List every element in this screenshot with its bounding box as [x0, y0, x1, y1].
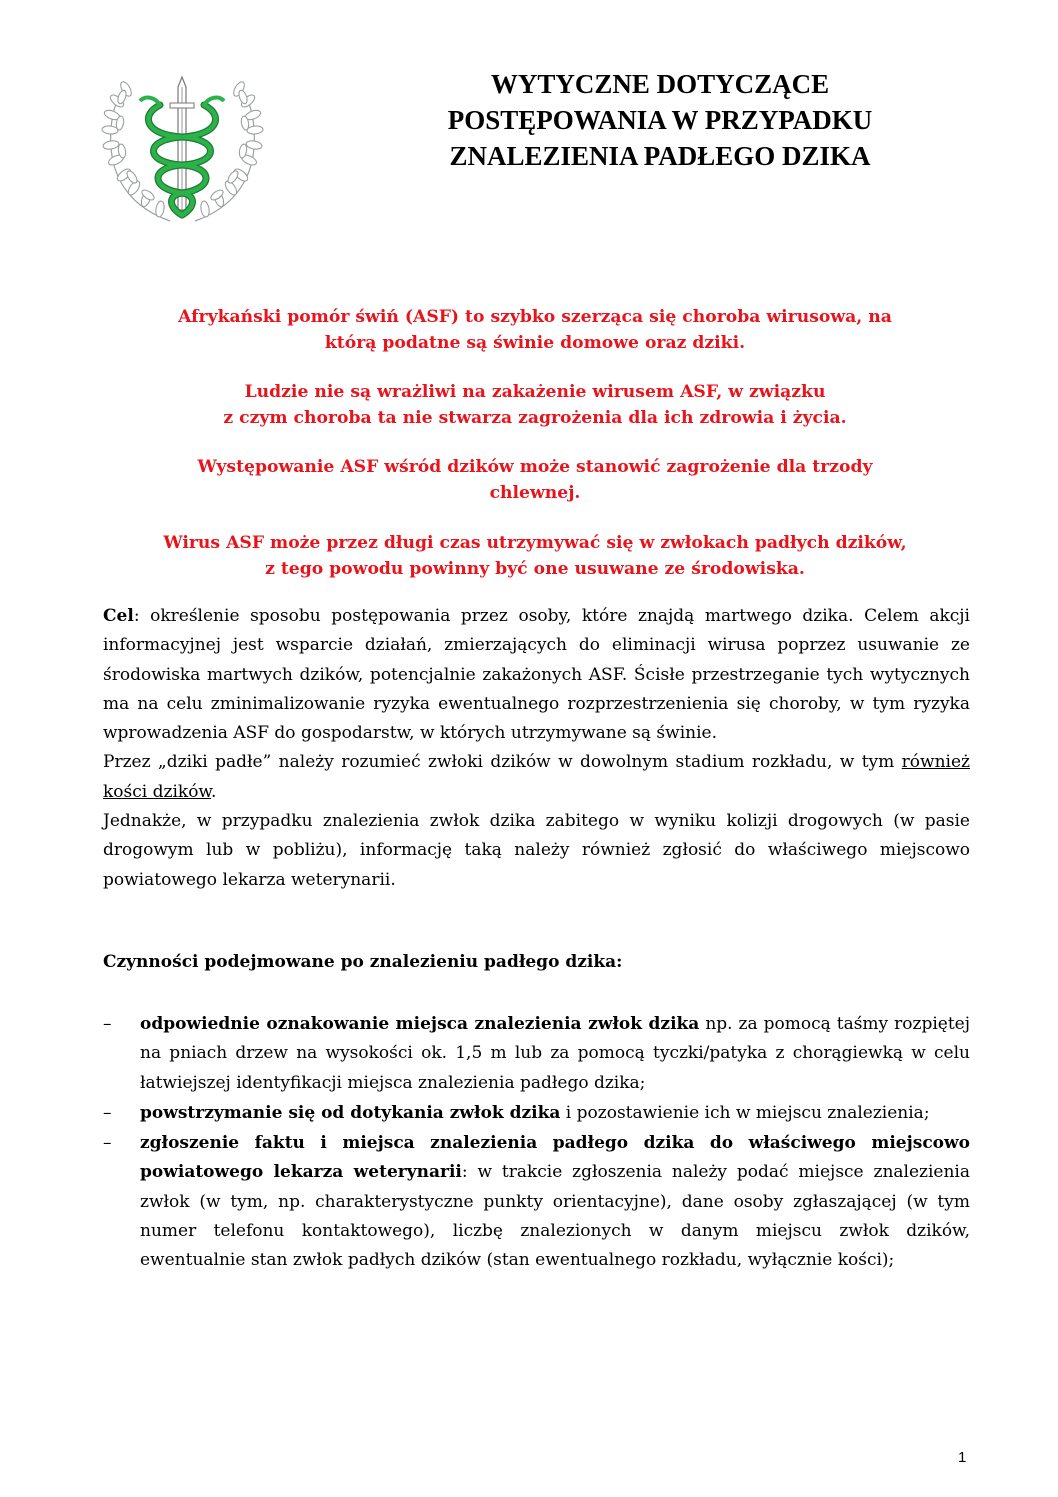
page-number: 1 — [958, 1449, 967, 1466]
list-item: – zgłoszenie faktu i miejsca znalezienia padłego dzika do właściwego miejscowo powiatowego lekarza weterynarii: w trakcie zgłoszenia należy podać miejsce znalezienia zwłok (w tym, np. charakterystyczne punkty orientacyjne), dane osoby zgłaszającej (w tym numer telefonu kontaktowego), liczbę znalezionych w danym miejscu zwłok dzików, ewentualnie stan zwłok padłych dzików (stan ewentualnego rozkładu, wyłącznie kości); — [103, 1129, 970, 1275]
goal-text: : określenie sposobu postępowania przez osoby, które znajdą martwego dzika. Celem akcji informacyjnej jest wsparcie działań, zmierzających do eliminacji wirusa poprzez usuwanie ze środowiska martwych dzików, potencjalnie zakażonych ASF. Ścisłe przestrzeganie tych wytycznych ma na celu zminimalizowanie ryzyka ewentualnego rozprzestrzenienia się choroby, w tym ryzyka wprowadzenia ASF do gospodarstw, w których utrzymywane są świnie. — [103, 606, 970, 744]
warning-asf-definition: Afrykański pomór świń (ASF) to szybko szerząca się choroba wirusowa, na którą podatne są świnie domowe oraz dziki. — [178, 307, 892, 353]
veterinary-caduceus-wreath-logo — [100, 75, 265, 225]
list-item: – powstrzymanie się od dotykania zwłok dzika i pozostawienie ich w miejscu znalezienia; — [103, 1099, 970, 1128]
title-line-2: POSTĘPOWANIA W PRZYPADKU — [447, 105, 873, 135]
dash-bullet: – — [103, 1014, 112, 1034]
actions-list — [103, 1010, 970, 1277]
warning-pig-herd-threat: Występowanie ASF wśród dzików może stanowić zagrożenie dla trzody chlewnej. — [197, 457, 873, 503]
title-line-3: ZNALEZIENIA PADŁEGO DZIKA — [449, 141, 871, 171]
paragraph-dead-boars-definition: Przez „dziki padłe” należy rozumieć zwłoki dzików w dowolnym stadium rozkładu, w tym również kości dzików. — [103, 752, 970, 802]
section-heading: Czynności podejmowane po znalezieniu padłego dzika: — [103, 952, 623, 972]
dash-bullet: – — [103, 1133, 112, 1154]
document-title — [380, 66, 940, 174]
title-line-1: WYTYCZNE DOTYCZĄCE — [490, 69, 830, 99]
body-text — [103, 602, 970, 895]
warning-humans-not-susceptible: Ludzie nie są wrażliwi na zakażenie wirusem ASF, w związku z czym choroba ta nie stwarza zagrożenia dla ich zdrowia i życia. — [223, 382, 847, 428]
goal-label: Cel — [103, 606, 134, 626]
underlined-bones: również kości dzików — [103, 752, 970, 802]
dash-bullet: – — [103, 1102, 112, 1123]
paragraph-road-collision: Jednakże, w przypadku znalezienia zwłok dzika zabitego w wyniku kolizji drogowych (w pasie drogowym lub w pobliżu), informację taką należy również zgłosić do właściwego miejscowo powiatowego lekarza weterynarii. — [103, 811, 970, 890]
paragraph-goal — [103, 602, 970, 748]
warning-virus-persistence: Wirus ASF może przez długi czas utrzymywać się w zwłokach padłych dzików, z tego powodu powinny być one usuwane ze środowiska. — [163, 533, 907, 579]
list-item: – odpowiednie oznakowanie miejsca znalezienia zwłok dzika np. za pomocą taśmy rozpiętej na pniach drzew na wysokości ok. 1,5 m lub za pomocą tyczki/patyka z chorągiewką w celu łatwiejszej identyfikacji miejsca znalezienia padłego dzika; — [103, 1010, 970, 1098]
